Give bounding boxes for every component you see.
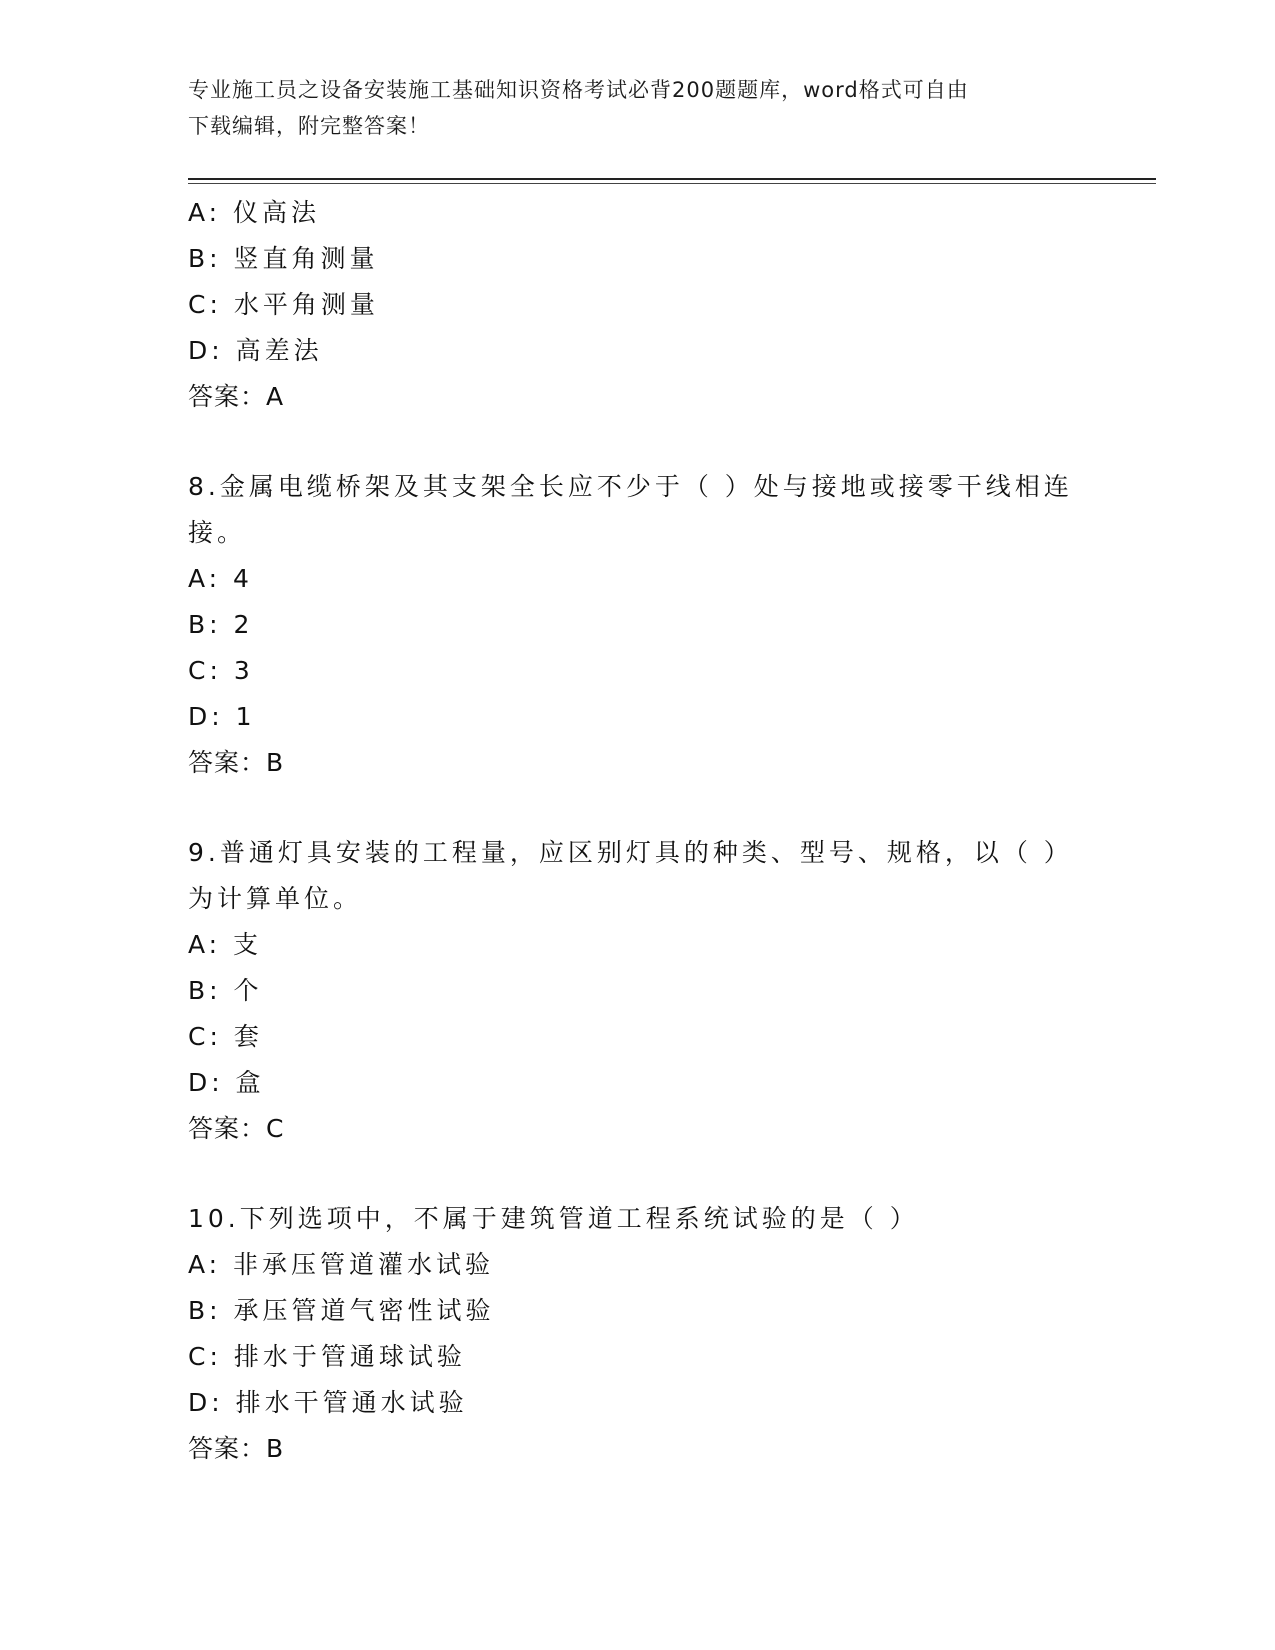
question-9 xyxy=(188,830,1088,1152)
header-line-1: 专业施工员之设备安装施工基础知识资格考试必背200题题库，word格式可自由 xyxy=(188,78,969,102)
question-stem-line-1: 10.下列选项中，不属于建筑管道工程系统试验的是（ ） xyxy=(188,1204,919,1233)
option-c: C: 套 xyxy=(188,1022,263,1051)
header-line-2: 下载编辑，附完整答案！ xyxy=(188,114,430,138)
answer-line: 答案：A xyxy=(188,382,285,411)
option-d: D: 排水干管通水试验 xyxy=(188,1388,468,1417)
header-divider-thin xyxy=(188,183,1156,184)
spacer xyxy=(188,1152,1088,1196)
spacer xyxy=(188,786,1088,830)
question-8 xyxy=(188,464,1088,786)
header-divider-thick xyxy=(188,178,1156,180)
option-a: A: 非承压管道灌水试验 xyxy=(188,1250,495,1279)
option-b: B: 个 xyxy=(188,976,263,1005)
option-b: B: 2 xyxy=(188,610,254,639)
question-list xyxy=(188,190,1088,1472)
question-stem-line-1: 9.普通灯具安装的工程量，应区别灯具的种类、型号、规格，以（ ） xyxy=(188,838,1073,867)
document-header xyxy=(188,72,1068,144)
option-d: D: 高差法 xyxy=(188,336,323,365)
answer-line: 答案：B xyxy=(188,748,285,777)
answer-line: 答案：C xyxy=(188,1114,285,1143)
option-b: B: 承压管道气密性试验 xyxy=(188,1296,495,1325)
question-stem-line-2: 为计算单位。 xyxy=(188,884,363,913)
answer-line: 答案：B xyxy=(188,1434,285,1463)
option-b: B: 竖直角测量 xyxy=(188,244,379,273)
question-stem-line-1: 8.金属电缆桥架及其支架全长应不少于（ ）处与接地或接零干线相连 xyxy=(188,472,1073,501)
option-a: A: 4 xyxy=(188,564,253,593)
option-c: C: 排水于管通球试验 xyxy=(188,1342,466,1371)
option-c: C: 3 xyxy=(188,656,254,685)
option-d: D: 1 xyxy=(188,702,256,731)
question-7 xyxy=(188,190,1088,420)
question-stem-line-2: 接。 xyxy=(188,518,247,547)
option-a: A: 支 xyxy=(188,930,263,959)
option-c: C: 水平角测量 xyxy=(188,290,379,319)
question-10 xyxy=(188,1196,1088,1472)
spacer xyxy=(188,420,1088,464)
option-d: D: 盒 xyxy=(188,1068,265,1097)
option-a: A: 仪高法 xyxy=(188,198,321,227)
